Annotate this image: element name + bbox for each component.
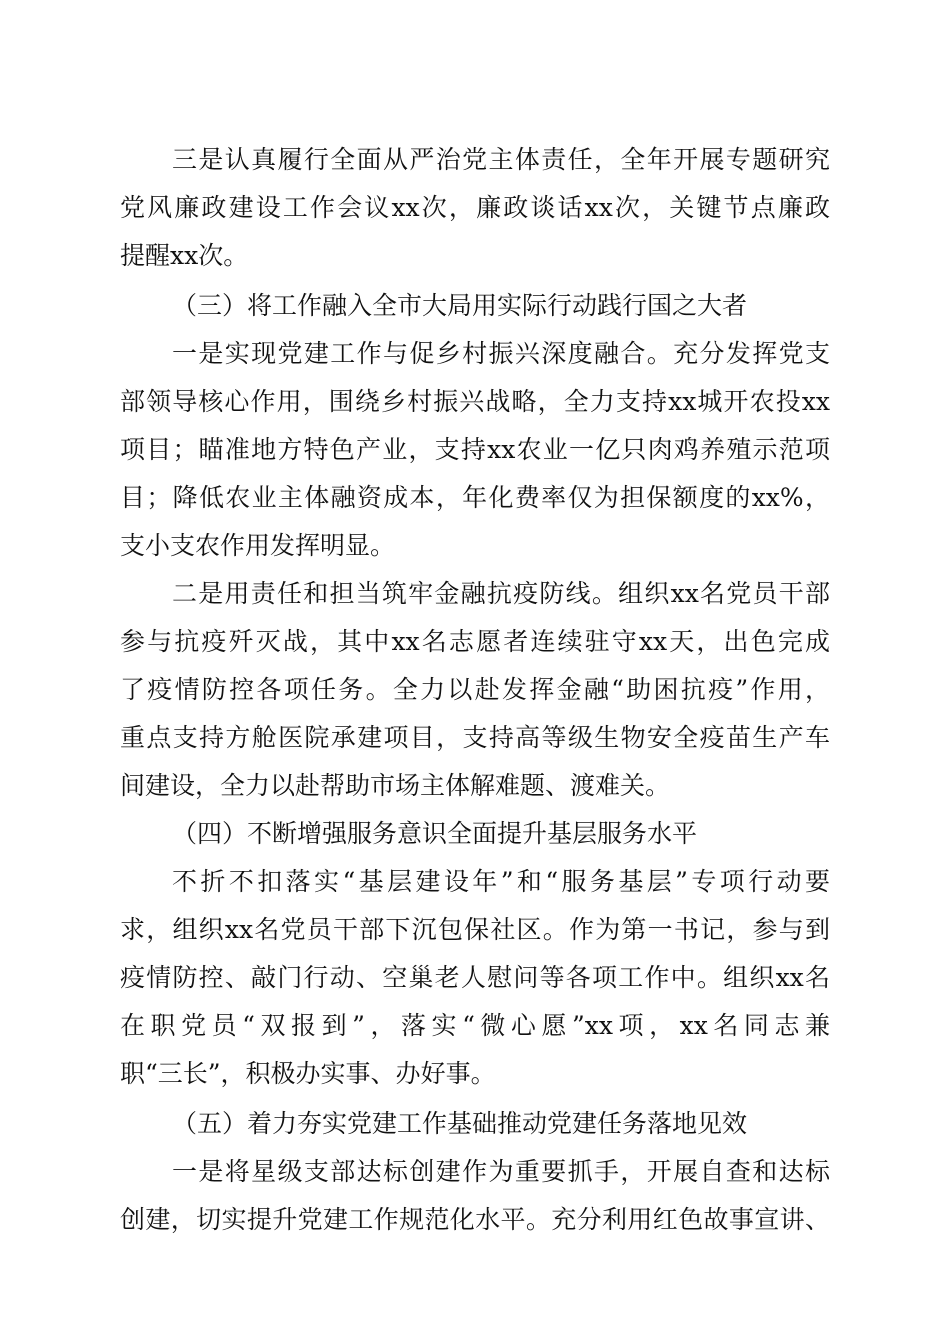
paragraph-line: 了疫情防控各项任务。全力以赴发挥金融“助困抗疫”作用， [120,675,830,704]
paragraph-line: 创建，切实提升党建工作规范化水平。充分利用红色故事宣讲、 [120,1205,830,1234]
paragraph-line: 参与抗疫歼灭战，其中xx名志愿者连续驻守xx天，出色完成 [120,627,830,656]
paragraph-line: 在职党员“双报到”，落实“微心愿”xx项，xx名同志兼 [120,1011,830,1040]
paragraph-line: 提醒xx次。 [120,241,249,270]
paragraph-line: 三是认真履行全面从严治党主体责任，全年开展专题研究 [172,145,830,174]
paragraph-line: 疫情防控、敲门行动、空巢老人慰问等各项工作中。组织xx名 [120,963,830,992]
paragraph-line: 二是用责任和担当筑牢金融抗疫防线。组织xx名党员干部 [172,579,830,608]
paragraph-line: 支小支农作用发挥明显。 [120,531,396,560]
section-heading: （五）着力夯实党建工作基础推动党建任务落地见效 [172,1109,748,1138]
paragraph-line: 间建设，全力以赴帮助市场主体解难题、渡难关。 [120,771,671,800]
paragraph-line: 职“三长”，积极办实事、办好事。 [120,1059,496,1088]
section-heading: （四）不断增强服务意识全面提升基层服务水平 [172,819,698,848]
paragraph-line: 一是实现党建工作与促乡村振兴深度融合。充分发挥党支 [172,339,830,368]
section-heading: （三）将工作融入全市大局用实际行动践行国之大者 [172,291,748,320]
paragraph-line: 不折不扣落实“基层建设年”和“服务基层”专项行动要 [172,867,830,896]
paragraph-line: 重点支持方舱医院承建项目，支持高等级生物安全疫苗生产车 [120,723,830,752]
paragraph-line: 一是将星级支部达标创建作为重要抓手，开展自查和达标 [172,1157,830,1186]
paragraph-line: 党风廉政建设工作会议xx次，廉政谈话xx次，关键节点廉政 [120,193,830,222]
paragraph-line: 部领导核心作用，围绕乡村振兴战略，全力支持xx城开农投xx [120,387,830,416]
paragraph-line: 目；降低农业主体融资成本，年化费率仅为担保额度的xx%， [120,483,830,512]
paragraph-line: 项目；瞄准地方特色产业，支持xx农业一亿只肉鸡养殖示范项 [120,435,830,464]
paragraph-line: 求，组织xx名党员干部下沉包保社区。作为第一书记，参与到 [120,915,830,944]
